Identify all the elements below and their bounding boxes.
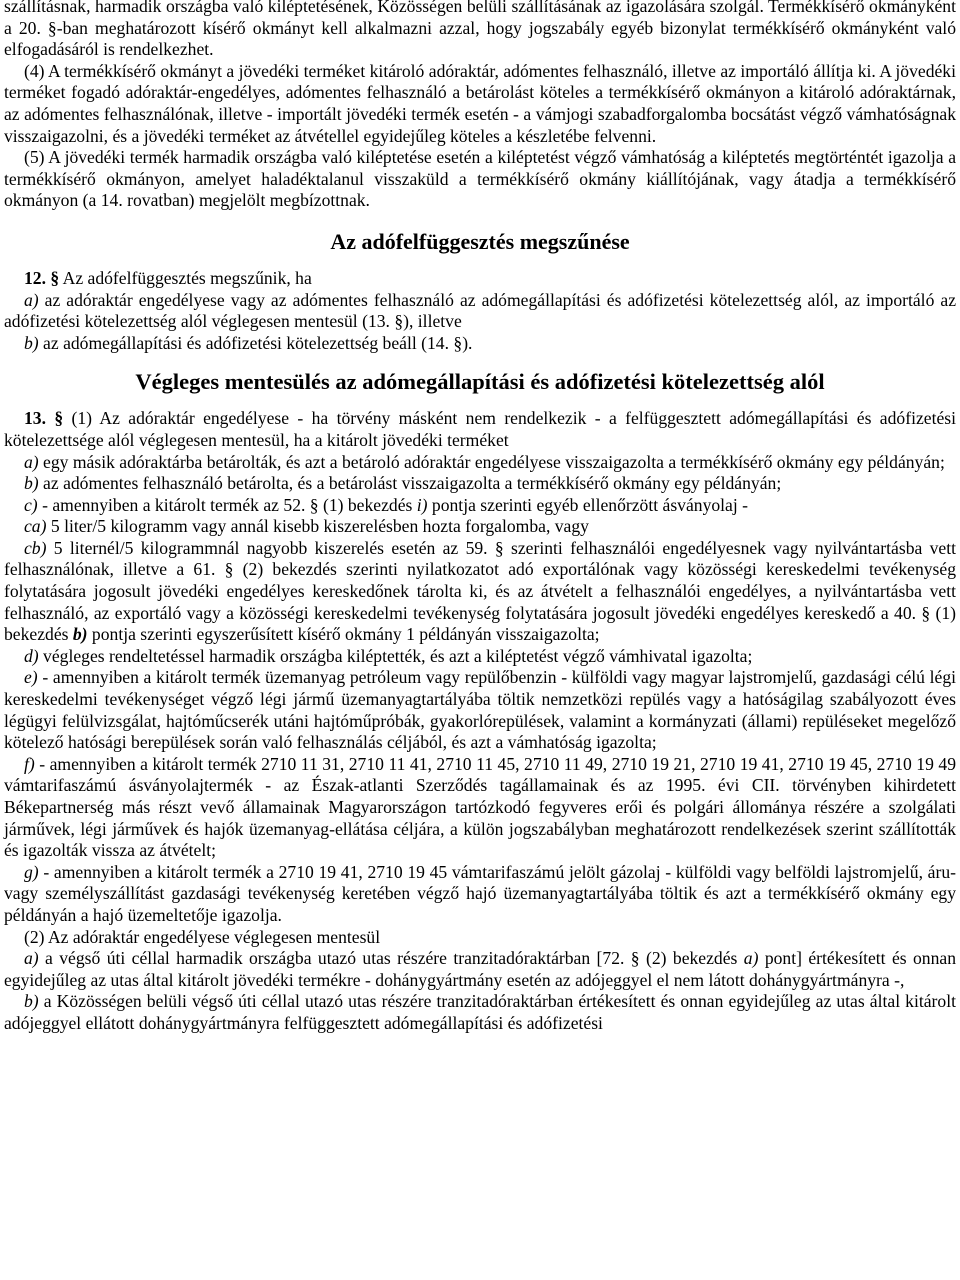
paragraph-5: (5) A jövedéki termék harmadik országba való kiléptetése esetén a kiléptetést végző vámhatóság a kiléptetés megtörténtét igazolja a termékkísérő okmányon, amelyet haladéktalanul visszaküld a termékkísérő okmány kiállítójának, vagy átadja a termékkísérő okmányon (a 14. rovatban) megjelölt megbízottnak. — [4, 147, 956, 211]
point-text: - amennyiben a kitárolt termék üzemanyag petróleum vagy repülőbenzin - külföldi vagy magyar lajstromjelű, gazdasági célú légi kereskedelmi tevékenységet végző légi jármű üzemanyagtartályába töltik nemzetközi repülés vagy a hatóságilag szabályozott éves légügyi felülvizsgálat, hajtóműcserék utáni hajtóműpróbák, gyakorlórepülések, valamint a kormányzati (állami) repüléseket megelőző kötelező hatósági berepülések során való felhasználás céljából, és azt a vámhatóság igazolta; — [4, 667, 956, 753]
section-13-2-point-b — [4, 991, 956, 1034]
inline-reference: a) — [743, 948, 759, 969]
section-13-point-cb — [4, 538, 956, 646]
point-text: az adómegállapítási és adófizetési kötelezettség beáll (14. §). — [38, 332, 473, 353]
point-label: b) — [24, 332, 39, 353]
point-text: - amennyiben a kitárolt termék a 2710 19 41, 2710 19 45 vámtarifaszámú jelölt gázolaj - külföldi vagy belföldi lajstromjelű, áru- vagy személyszállítást gazdasági tevékenység keretében végző hajó üzemanyagtartályába töltik és azt a termékkísérő okmány egy példányán a hajó üzemeltetője igazolja. — [4, 861, 956, 925]
section-13-point-c — [4, 495, 956, 517]
point-label: b) — [24, 991, 39, 1012]
point-text: pont] értékesített és onnan egyidejűleg az utas által kitárolt jövedéki termékre - dohánygyártmány esetén az adójeggyel el nem látott dohánygyártmányra -, — [4, 948, 957, 990]
point-label: ca) — [24, 516, 47, 537]
section-13-paragraph-2: (2) Az adóraktár engedélyese véglegesen mentesül — [24, 926, 381, 947]
point-text: 5 liter/5 kilogramm vagy annál kisebb kiszerelésben hozta forgalomba, vagy — [46, 516, 589, 537]
section-12-text: Az adófelfüggesztés megszűnik, ha — [59, 267, 312, 288]
point-text: egy másik adóraktárba betárolták, és azt a betároló adóraktár engedélyese visszaigazolta a termékkísérő okmány egy példányán; — [38, 451, 945, 472]
section-13-point-f — [4, 754, 956, 862]
section-13-number: 13. § — [24, 408, 64, 429]
section-13-point-g — [4, 862, 956, 927]
section-12-intro — [4, 268, 956, 290]
section-12-point-b — [4, 333, 956, 355]
point-label: a) — [24, 289, 39, 310]
section-13-2-point-a — [4, 948, 956, 991]
section-heading-suspension-ends: Az adófelfüggesztés megszűnése — [330, 228, 630, 254]
point-text: végleges rendeltetéssel harmadik országba kiléptették, és azt a kiléptetést végző vámhivatal igazolta; — [38, 645, 753, 666]
point-text: a Közösségen belüli végső úti céllal utazó utas részére tranzitadóraktárban értékesített és onnan egyidejűleg az utas által kitárolt adójeggyel ellátott dohánygyártmányra felfüggesztett adómegállapítási és adófizetési — [4, 991, 956, 1033]
point-label: g) — [24, 861, 39, 882]
point-label: a) — [24, 451, 39, 472]
point-text: pontja szerinti egyéb ellenőrzött ásványolaj - — [427, 494, 749, 515]
point-label: f) — [24, 753, 35, 774]
point-text: 5 liternél/5 kilogrammnál nagyobb kiszerelés esetén az 59. § szerinti felhasználói engedélyesnek vagy nyilvántartásba vett felhasználónak, illetve a 61. § (2) bekezdés szerinti nyilatkozatot adó exportálónak vagy közösségi kereskedelmi tevékenység folytatására jogosult jövedéki engedélyes kereskedőnek tárolta ki, és az átvételt a felhasználói engedélyes, a nyilvántartásba vett felhasználó, az exportáló vagy a közösségi kereskedelmi tevékenység folytatására jogosult jövedéki engedélyes kereskedő a 40. § (1) bekezdés — [4, 537, 956, 645]
section-12-point-a — [4, 290, 956, 333]
point-label: d) — [24, 645, 39, 666]
point-label: a) — [24, 948, 39, 969]
section-13-point-e — [4, 667, 956, 753]
point-text: - amennyiben a kitárolt termék 2710 11 31, 2710 11 41, 2710 11 45, 2710 11 49, 2710 19 21, 2710 19 41, 2710 19 45, 2710 19 49 vámtarifaszámú ásványolajtermék - az Észak-atlanti Szerződés tagállamainak és az 1995. évi CII. törvényben kihirdetett Békepartnerség más részt vevő államainak Magyarországon tartózkodó fegyveres erői és polgári állománya részére a szolgálati járművek, légi járművek és hajók üzemanyag-ellátása céljára, a külön jogszabályban meghatározott rendelkezések szerint szállították és igazolták vissza az átvételt; — [4, 753, 956, 861]
section-13-text: (1) Az adóraktár engedélyese - ha törvény másként nem rendelkezik - a felfüggesztett adómegállapítási és adófizetési kötelezettsége alól véglegesen mentesül, ha a kitárolt jövedéki terméket — [4, 408, 957, 450]
section-13-point-b — [4, 473, 956, 495]
section-13-point-a — [4, 452, 956, 474]
point-text: az adómentes felhasználó betárolta, és a betárolást visszaigazolta a termékkísérő okmány egy példányán; — [38, 473, 782, 494]
point-text: az adóraktár engedélyese vagy az adómentes felhasználó az adómegállapítási és adófizetési kötelezettség alól, az importáló az adófizetési kötelezettség alól véglegesen mentesül (13. §), illetve — [4, 289, 956, 332]
inline-reference: i) — [416, 494, 428, 515]
section-12-number: 12. § — [24, 267, 60, 288]
section-13-point-d — [4, 646, 956, 668]
point-label: b) — [24, 473, 39, 494]
section-13-intro — [4, 408, 956, 451]
point-label: cb) — [24, 537, 47, 558]
point-text: a végső úti céllal harmadik országba utazó utas részére tranzitadóraktárban [72. § (2) bekezdés — [38, 948, 744, 969]
point-text: pontja szerinti egyszerűsített kísérő okmány 1 példányán visszaigazolta; — [87, 624, 600, 645]
section-heading-final-exemption: Végleges mentesülés az adómegállapítási és adófizetési kötelezettség alól — [135, 369, 825, 395]
paragraph-4: (4) A termékkísérő okmányt a jövedéki terméket kitároló adóraktár, adómentes felhasználó, illetve az importáló állítja ki. A jövedéki terméket fogadó adóraktár-engedélyes, adómentes felhasználó a betárolást köteles a termékkísérő okmányon a kitároló adóraktárnak, az adómentes felhasználónak, illetve - importált jövedéki termék esetén - a vámjogi szabadforgalomba bocsátást végző vámhatóságnak visszaigazolni, és a jövedéki terméket az átvétellel egyidejűleg köteles a készletébe felvenni. — [4, 60, 956, 146]
point-text: - amennyiben a kitárolt termék az 52. § (1) bekezdés — [37, 494, 417, 515]
paragraph-continuation: szállításnak, harmadik országba való kiléptetésének, Közösségen belüli szállításának az igazolására szolgál. Termékkísérő okmányként a 20. §-ban meghatározott kísérő okmányt kell alkalmazni azzal, hogy jogszabály egyéb bizonylat termékkísérő okmányként való elfogadásáról is rendelkezhet. — [4, 0, 956, 60]
point-label: c) — [24, 494, 38, 515]
inline-reference: b) — [72, 624, 88, 645]
point-label: e) — [24, 667, 38, 688]
section-13-point-ca — [4, 516, 956, 538]
